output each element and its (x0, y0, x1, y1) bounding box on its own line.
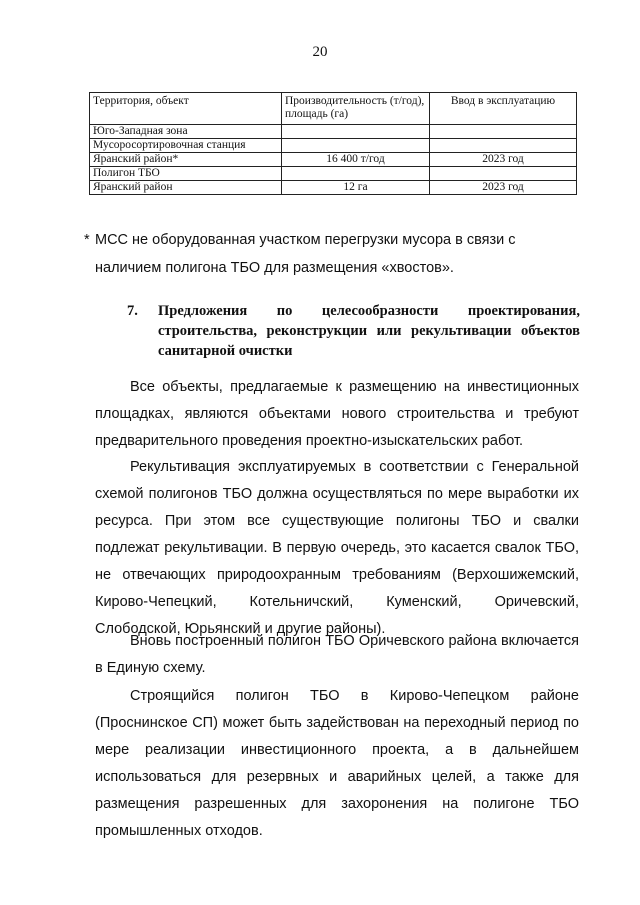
table-row (90, 167, 577, 181)
table-cell: 16 400 т/год (282, 153, 430, 167)
table-cell: 2023 год (430, 153, 577, 167)
table-row (90, 181, 577, 195)
table-cell (430, 125, 577, 139)
facilities-table (89, 92, 577, 195)
footnote-text: МСС не оборудованная участком перегрузки мусора в связи с наличием полигона ТБО для размещения «хвостов». (95, 232, 516, 276)
table-cell: 2023 год (430, 181, 577, 195)
page-number: 20 (312, 44, 328, 60)
table-row (90, 153, 577, 167)
table-cell (282, 167, 430, 181)
table-row (90, 139, 577, 153)
footnote-marker: * (84, 232, 90, 248)
table-cell (430, 167, 577, 181)
table-header-row (90, 93, 577, 125)
body-paragraph: Строящийся полигон ТБО в Кирово-Чепецком районе (Проснинское СП) может быть задействован на переходный период по мере реализации инвестиционного проекта, а в дальнейшем использоваться для резервных и аварийных целей, а также для размещения разрешенных для захоронения на полигоне ТБО промышленных отходов. (95, 688, 579, 839)
table-cell (282, 139, 430, 153)
body-paragraph: Вновь построенный полигон ТБО Оричевского района включается в Единую схему. (95, 633, 579, 676)
body-paragraph: Все объекты, предлагаемые к размещению на инвестиционных площадках, являются объектами нового строительства и требуют предварительного проведения проектно-изыскательских работ. (95, 379, 579, 449)
table-header-cell: Ввод в эксплуатацию (430, 93, 577, 125)
table-cell: Юго-Западная зона (90, 125, 282, 139)
table-footnote (84, 226, 579, 282)
table-header-cell: Территория, объект (90, 93, 282, 125)
section-number: 7. (127, 303, 138, 319)
body-paragraph: Рекультивация эксплуатируемых в соответствии с Генеральной схемой полигонов ТБО должна осуществляться по мере выработки их ресурса. При этом все существующие полигоны ТБО и свалки подлежат рекультивации. В первую очередь, это касается свалок ТБО, не отвечающих природоохранным требованиям (Верхошижемский, Кирово-Чепецкий, Котельничский, Куменский, Оричевский, Слободской, Юрьянский и другие районы). (95, 459, 579, 637)
table-cell: Яранский район* (90, 153, 282, 167)
section-title: Предложения по целесообразности проектирования, строительства, реконструкции или рекультивации объектов санитарной очистки (158, 303, 580, 359)
table-cell (430, 139, 577, 153)
table-cell: Полигон ТБО (90, 167, 282, 181)
section-heading (100, 301, 580, 361)
table-cell: Яранский район (90, 181, 282, 195)
table-row (90, 125, 577, 139)
table-header-cell: Производительность (т/год), площадь (га) (282, 93, 430, 125)
table-cell (282, 125, 430, 139)
table-cell: 12 га (282, 181, 430, 195)
table-cell: Мусоросортировочная станция (90, 139, 282, 153)
